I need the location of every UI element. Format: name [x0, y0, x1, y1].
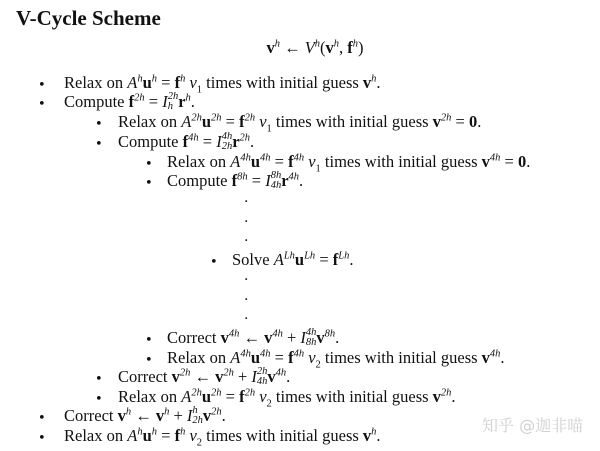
step-correct-v2h: Correct $v^{2h}$ ← $v^{2h} + I$ 2h 4h $v^{4h}$. [118, 366, 291, 388]
bullet-icon: • [38, 78, 46, 93]
bullet-icon: • [145, 157, 153, 172]
bullet-icon: • [95, 137, 103, 152]
step-compute-f4h: Compute $f^{4h} = I$ 4h 2h $r^{2h}$. [118, 131, 255, 153]
bullet-icon: • [95, 392, 103, 407]
step-relax-h-post: Relax on $A^hu^h = f^h$ $\nu_2$ times with initial guess $v^h$. [64, 426, 381, 449]
display-equation: $v^h$ ← $V^h(v^h$, $f^h$) [266, 38, 364, 57]
bullet-icon: • [210, 255, 218, 270]
ellipsis-dot: . [244, 288, 249, 304]
step-relax-h-pre: Relax on $A^hu^h = f^h$ $\nu_1$ times with initial guess $v^h$. [64, 73, 381, 96]
bullet-icon: • [95, 117, 103, 132]
bullet-icon: • [145, 353, 153, 368]
step-correct-vh: Correct $v^h$ ← $v^h + I$ h 2h $v^{2h}$. [64, 405, 226, 427]
page-title: V-Cycle Scheme [16, 6, 161, 30]
ellipsis-dot: . [244, 307, 249, 323]
bullet-icon: • [95, 372, 103, 387]
step-relax-2h-post: Relax on $A^{2h}u^{2h} = f^{2h}$ $\nu_2$ times with initial guess $v^{2h}$. [118, 387, 456, 410]
step-solve-coarsest: Solve $A^{Lh}u^{Lh} = f^{Lh}$. [232, 250, 354, 269]
watermark: 知乎 @迦非喵 [482, 416, 584, 435]
step-relax-4h-post: Relax on $A^{4h}u^{4h} = f^{4h}$ $\nu_2$ times with initial guess $v^{4h}$. [167, 348, 505, 371]
ellipsis-dot: . [244, 268, 249, 284]
step-compute-f2h: Compute $f^{2h} = I$ 2h h $r^h$. [64, 91, 195, 113]
bullet-icon: • [145, 333, 153, 348]
step-correct-v4h: Correct $v^{4h}$ ← $v^{4h} + I$ 4h 8h $v^{8h}$. [167, 327, 340, 349]
bullet-icon: • [38, 431, 46, 446]
ellipsis-dot: . [244, 210, 249, 226]
ellipsis-dot: . [244, 229, 249, 245]
bullet-icon: • [145, 176, 153, 191]
bullet-icon: • [38, 97, 46, 112]
step-relax-4h-pre: Relax on $A^{4h}u^{4h} = f^{4h}$ $\nu_1$ times with initial guess $v^{4h} = 0$. [167, 152, 531, 175]
step-compute-f8h: Compute $f^{8h} = I$ 8h 4h $r^{4h}$. [167, 170, 304, 192]
step-relax-2h-pre: Relax on $A^{2h}u^{2h} = f^{2h}$ $\nu_1$ times with initial guess $v^{2h} = 0$. [118, 112, 482, 135]
bullet-icon: • [38, 411, 46, 426]
ellipsis-dot: . [244, 190, 249, 206]
